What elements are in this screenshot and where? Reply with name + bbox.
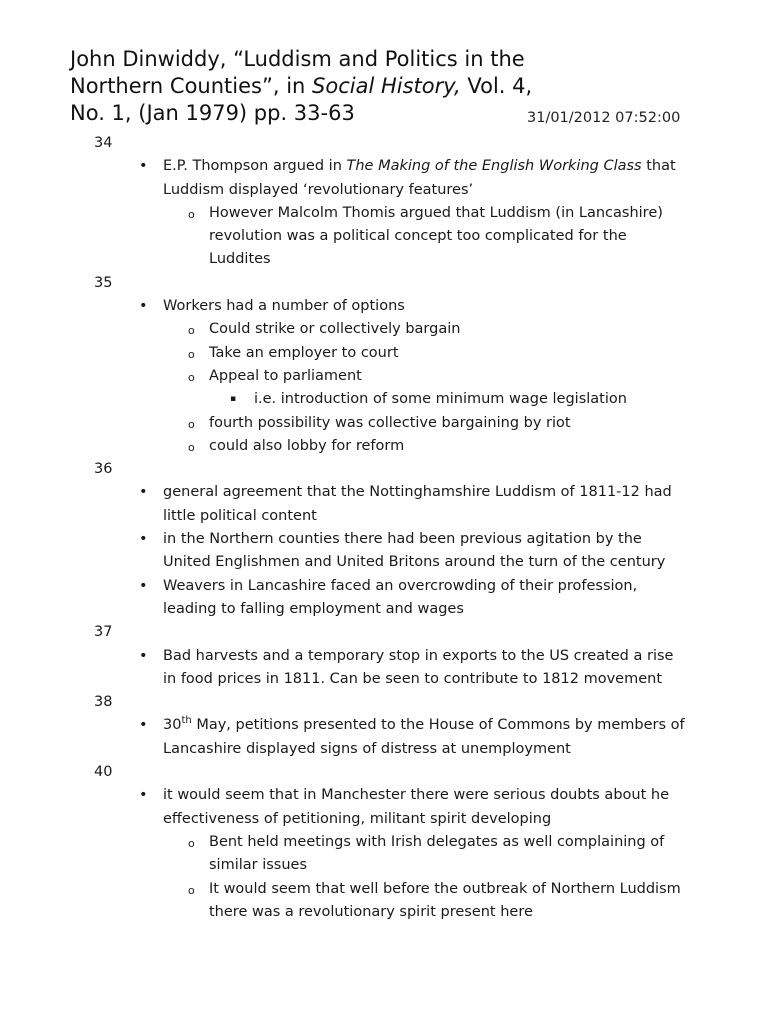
list-item: • in the Northern counties there had been previous agitation by the United Englishmen and United Britons around the turn of the century <box>163 528 688 575</box>
ordinal-suffix: th <box>181 715 192 727</box>
title-line-2-start: Northern Counties”, in <box>70 74 313 98</box>
list-item: o Take an employer to court <box>209 342 688 365</box>
bullet-list <box>0 784 768 924</box>
page-number: 36 <box>94 461 113 478</box>
list-item: • it would seem that in Manchester there were serious doubts about he effectiveness of petitioning, militant spirit developing <box>163 784 688 831</box>
list-item: o Could strike or collectively bargain <box>209 318 688 341</box>
bullet-list <box>0 295 768 458</box>
list-item <box>163 714 688 761</box>
list-item: • general agreement that the Nottinghamshire Luddism of 1811-12 had little political content <box>163 481 688 528</box>
title-line-1: John Dinwiddy, “Luddism and Politics in the <box>70 47 525 71</box>
bullet-list <box>0 645 768 692</box>
list-item-text: that Luddism displayed ‘revolutionary features’ <box>163 158 676 198</box>
page-number: 40 <box>94 764 113 781</box>
list-item: o Appeal to parliament <box>209 365 688 388</box>
list-item-text: E.P. Thompson argued in <box>163 158 347 175</box>
page-number: 37 <box>94 624 113 641</box>
list-item <box>163 155 688 202</box>
list-item: • Bad harvests and a temporary stop in exports to the US created a rise in food prices in 1811. Can be seen to contribute to 1812 movement <box>163 645 688 692</box>
list-item: o Bent held meetings with Irish delegates as well complaining of similar issues <box>209 831 688 878</box>
list-item: • Workers had a number of options <box>163 295 688 318</box>
bullet-list <box>0 155 768 271</box>
list-item-text: May, petitions presented to the House of Commons by members of Lancashire displayed signs of distress at unemployment <box>163 717 685 757</box>
bullet-list <box>0 481 768 621</box>
journal-name: Social History, <box>312 74 461 98</box>
date-number: 30 <box>163 717 182 734</box>
title-line-2 <box>70 73 710 100</box>
list-item: o However Malcolm Thomis argued that Luddism (in Lancashire) revolution was a political concept too complicated for the Luddites <box>209 202 688 272</box>
page-number: 34 <box>94 135 113 151</box>
timestamp: 31/01/2012 07:52:00 <box>527 110 681 126</box>
page-number: 35 <box>94 274 113 291</box>
list-item: o fourth possibility was collective bargaining by riot <box>209 412 688 435</box>
bullet-list <box>0 714 768 761</box>
list-item: o It would seem that well before the outbreak of Northern Luddism there was a revolutionary spirit present here <box>209 878 688 925</box>
page-number: 38 <box>94 694 113 711</box>
notes-body <box>0 132 768 924</box>
list-item: o could also lobby for reform <box>209 435 688 458</box>
list-item: ▪ i.e. introduction of some minimum wage legislation <box>254 388 688 411</box>
title-line-3: No. 1, (Jan 1979) pp. 33-63 <box>70 101 355 125</box>
list-item: • Weavers in Lancashire faced an overcrowding of their profession, leading to falling employment and wages <box>163 575 688 622</box>
volume: Vol. 4, <box>460 74 533 98</box>
book-title: The Making of the English Working Class <box>346 158 642 175</box>
